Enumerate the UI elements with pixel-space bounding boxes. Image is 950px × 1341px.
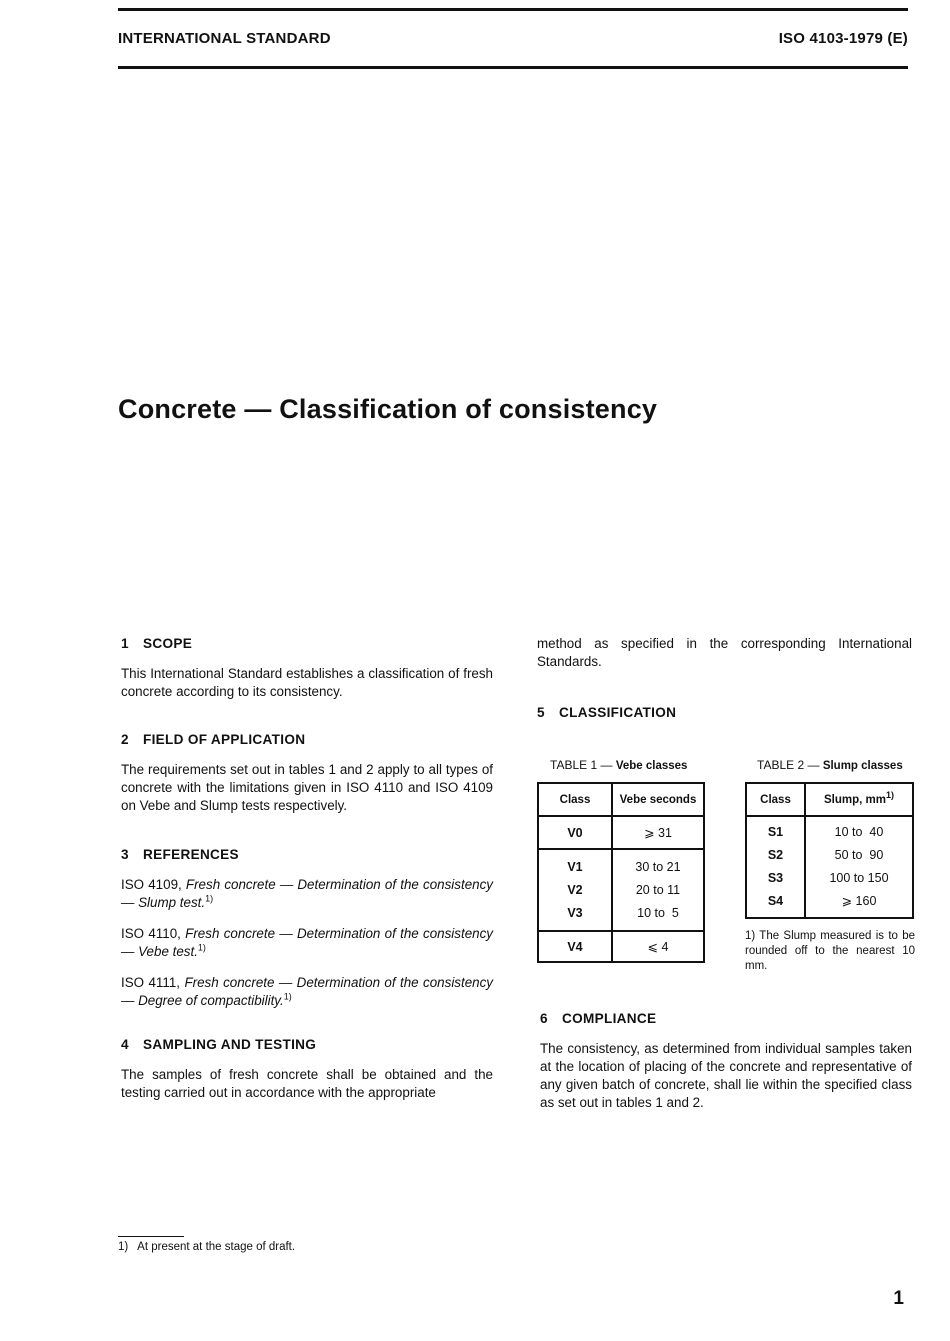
right-column <box>537 635 912 722</box>
field-body: The requirements set out in tables 1 and 2 apply to all types of concrete with the limitations given in ISO 4110 and ISO 4109 on Vebe and Slump tests respectively. <box>121 762 493 813</box>
left-column <box>121 635 493 1102</box>
compliance-section <box>540 1010 912 1112</box>
scope-body: This International Standard establishes a classification of fresh concrete according to its consistency. <box>121 666 493 699</box>
section-heading-compliance: 6 COMPLIANCE <box>540 1011 657 1026</box>
header-rule-top <box>118 8 908 11</box>
table-row: S1 S2 S3 S4 10 to 40 50 to 90 100 to 150 ⩾ 160 <box>746 816 913 918</box>
header-rule-bottom <box>118 66 908 69</box>
table-header-row: Class Slump, $mm^{1)}$ <box>746 783 913 816</box>
section-heading-classification: 5 CLASSIFICATION <box>537 705 677 720</box>
table-row: V0 ⩾ 31 <box>538 816 704 849</box>
section-heading-sampling: 4 SAMPLING AND TESTING <box>121 1037 317 1052</box>
section-heading-scope: 1 SCOPE <box>121 636 193 651</box>
table2-note: 1) The Slump measured is to be rounded off to the nearest 10 mm. <box>745 930 915 972</box>
page-number: 1 <box>893 1288 904 1309</box>
table1-caption: TABLE 1 — Vebe classes <box>550 758 688 772</box>
footnote: 1) At present at the stage of draft. <box>118 1241 296 1253</box>
section-heading-field: 2 FIELD OF APPLICATION <box>121 732 306 747</box>
document-type: INTERNATIONAL STANDARD <box>118 30 331 47</box>
section-heading-references: 3 REFERENCES <box>121 847 239 862</box>
table-slump-classes <box>745 782 914 919</box>
reference-item: ISO 4111, Fresh concrete — Determination of the consistency — Degree of compactibility.$^{1)}$ <box>121 975 493 1008</box>
compliance-body: The consistency, as determined from individual samples taken at the location of placing of the concrete and representative of any given batch of concrete, shall lie within the specified class as set out in tables 1 and 2. <box>540 1041 912 1110</box>
sampling-body: The samples of fresh concrete shall be obtained and the testing carried out in accordance with the appropriate <box>121 1067 493 1100</box>
footnote-rule <box>118 1236 184 1237</box>
sampling-body-continued: method as specified in the corresponding International Standards. <box>537 636 912 669</box>
table-vebe-classes <box>537 782 705 963</box>
standard-number: ISO 4103-1979 (E) <box>778 30 908 47</box>
reference-item: ISO 4110, Fresh concrete — Determination of the consistency — Vebe test.$^{1)}$ <box>121 926 493 959</box>
table-header-row: Class Vebe seconds <box>538 783 704 816</box>
table-row: V4 ⩽ 4 <box>538 931 704 962</box>
table-row: V1 V2 V3 30 to 21 20 to 11 10 to 5 <box>538 849 704 931</box>
reference-item: ISO 4109, Fresh concrete — Determination of the consistency — Slump test.$^{1)}$ <box>121 877 493 910</box>
document-title: Concrete — Classification of consistency <box>118 394 658 424</box>
table2-caption: TABLE 2 — Slump classes <box>757 758 903 772</box>
